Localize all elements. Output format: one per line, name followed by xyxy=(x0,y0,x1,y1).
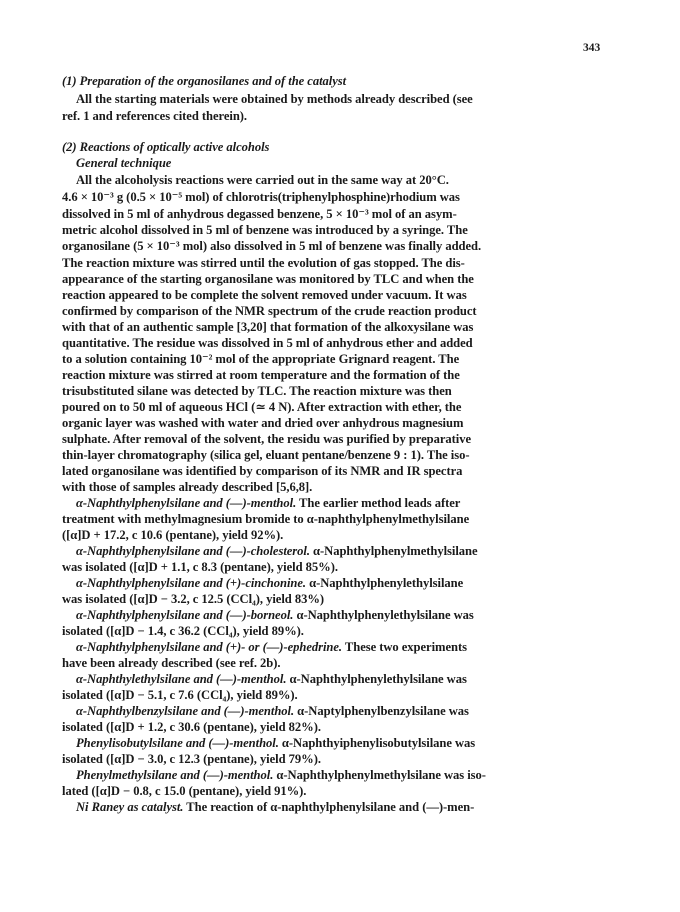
page-number: 343 xyxy=(583,42,601,54)
text-line: with those of samples already described [5,6,8]. xyxy=(62,480,313,494)
paragraph-line xyxy=(76,640,636,655)
text-run: α-Naptylphenylbenzylsilane was xyxy=(294,704,469,718)
compound-heading: Phenylisobutylsilane and (—)-menthol. xyxy=(76,736,279,750)
text-line: isolated ([α]D − 5.1, c 7.6 (CCl₄), yield 89%). xyxy=(62,688,298,702)
section-heading-2: (2) Reactions of optically active alcohols xyxy=(62,140,270,154)
text-line: have been already described (see ref. 2b). xyxy=(62,656,281,670)
text-line: isolated ([α]D + 1.2, c 30.6 (pentane), yield 82%). xyxy=(62,720,321,734)
text-line: organic layer was washed with water and dried over anhydrous magnesium xyxy=(62,416,464,430)
text-line: 4.6 × 10⁻³ g (0.5 × 10⁻⁵ mol) of chlorotris(triphenylphosphine)rhodium was xyxy=(62,190,460,204)
text-line: with that of an authentic sample [3,20] that formation of the alkoxysilane was xyxy=(62,320,474,334)
compound-heading: α-Naphthylphenylsilane and (+)-cinchonine. xyxy=(76,576,306,590)
compound-heading: α-Naphthylphenylsilane and (—)-borneol. xyxy=(76,608,294,622)
compound-heading: α-Naphthylphenylsilane and (+)- or (—)-ephedrine. xyxy=(76,640,343,654)
compound-heading: α-Naphthylethylsilane and (—)-menthol. xyxy=(76,672,287,686)
text-line: dissolved in 5 ml of anhydrous degassed benzene, 5 × 10⁻³ mol of an asym- xyxy=(62,207,457,221)
text-run: α-Naphthylphenylethylsilane was xyxy=(293,608,474,622)
text-line: was isolated ([α]D − 3.2, c 12.5 (CCl₄), yield 83%) xyxy=(62,592,325,606)
text-line: ref. 1 and references cited therein). xyxy=(62,109,248,123)
compound-heading: Phenylmethylsilane and (—)-menthol. xyxy=(76,768,274,782)
text-line: thin-layer chromatography (silica gel, eluant pentane/benzene 9 : 1). The iso- xyxy=(62,448,470,462)
paragraph-line xyxy=(76,672,636,687)
text-line: reaction appeared to be complete the solvent removed under vacuum. It was xyxy=(62,288,467,302)
compound-heading: α-Naphthylphenylsilane and (—)-cholesterol. xyxy=(76,544,310,558)
text-line: quantitative. The residue was dissolved in 5 ml of anhydrous ether and added xyxy=(62,336,473,350)
paragraph-line xyxy=(76,768,636,783)
paragraph-line xyxy=(76,544,636,559)
text-run: α-Naphthylphenylmethylsilane xyxy=(309,544,478,558)
text-line: lated organosilane was identified by comparison of its NMR and IR spectra xyxy=(62,464,463,478)
subsection-heading: General technique xyxy=(76,156,172,170)
paragraph-line xyxy=(76,800,636,815)
text-run: The earlier method leads after xyxy=(296,496,461,510)
paragraph-line xyxy=(76,704,636,719)
text-line: sulphate. After removal of the solvent, the residu was purified by preparative xyxy=(62,432,472,446)
text-run: α-Naphthylphenylethylsilane xyxy=(306,576,464,590)
text-line: metric alcohol dissolved in 5 ml of benzene was introduced by a syringe. The xyxy=(62,223,468,237)
text-line: was isolated ([α]D + 1.1, c 8.3 (pentane), yield 85%). xyxy=(62,560,338,574)
text-line: isolated ([α]D − 1.4, c 36.2 (CCl₄), yield 89%). xyxy=(62,624,304,638)
text-line: trisubstituted silane was detected by TLC. The reaction mixture was then xyxy=(62,384,452,398)
text-line: reaction mixture was stirred at room temperature and the formation of the xyxy=(62,368,460,382)
text-line: isolated ([α]D − 3.0, c 12.3 (pentane), yield 79%). xyxy=(62,752,321,766)
compound-heading: Ni Raney as catalyst. xyxy=(76,800,184,814)
text-line: All the alcoholysis reactions were carried out in the same way at 20°C. xyxy=(76,173,449,187)
text-line: All the starting materials were obtained by methods already described (see xyxy=(76,92,473,106)
text-line: poured on to 50 ml of aqueous HCl (≃ 4 N). After extraction with ether, the xyxy=(62,400,462,414)
text-line: appearance of the starting organosilane was monitored by TLC and when the xyxy=(62,272,474,286)
text-run: The reaction of α-naphthylphenylsilane and (—)-men- xyxy=(183,800,475,814)
text-line: organosilane (5 × 10⁻³ mol) also dissolved in 5 ml of benzene was finally added. xyxy=(62,239,482,253)
text-line: ([α]D + 17.2, c 10.6 (pentane), yield 92%). xyxy=(62,528,284,542)
text-line: The reaction mixture was stirred until the evolution of gas stopped. The dis- xyxy=(62,256,465,270)
compound-heading: α-Naphthylbenzylsilane and (—)-menthol. xyxy=(76,704,295,718)
section-heading-1: (1) Preparation of the organosilanes and of the catalyst xyxy=(62,74,347,88)
text-run: α-Naphthylphenylethylsilane was xyxy=(286,672,467,686)
text-line: lated ([α]D − 0.8, c 15.0 (pentane), yield 91%). xyxy=(62,784,307,798)
compound-heading: α-Naphthylphenylsilane and (—)-menthol. xyxy=(76,496,297,510)
text-line: treatment with methylmagnesium bromide to α-naphthylphenylmethylsilane xyxy=(62,512,470,526)
paragraph-line xyxy=(76,496,636,511)
paragraph-line xyxy=(76,576,636,591)
text-run: These two experiments xyxy=(342,640,467,654)
text-line: to a solution containing 10⁻² mol of the appropriate Grignard reagent. The xyxy=(62,352,460,366)
text-line: confirmed by comparison of the NMR spectrum of the crude reaction product xyxy=(62,304,477,318)
paragraph-line xyxy=(76,608,636,623)
text-run: α-Naphthyiphenylisobutylsilane was xyxy=(278,736,476,750)
paragraph-line xyxy=(76,736,636,751)
text-run: α-Naphthylphenylmethylsilane was iso- xyxy=(273,768,486,782)
